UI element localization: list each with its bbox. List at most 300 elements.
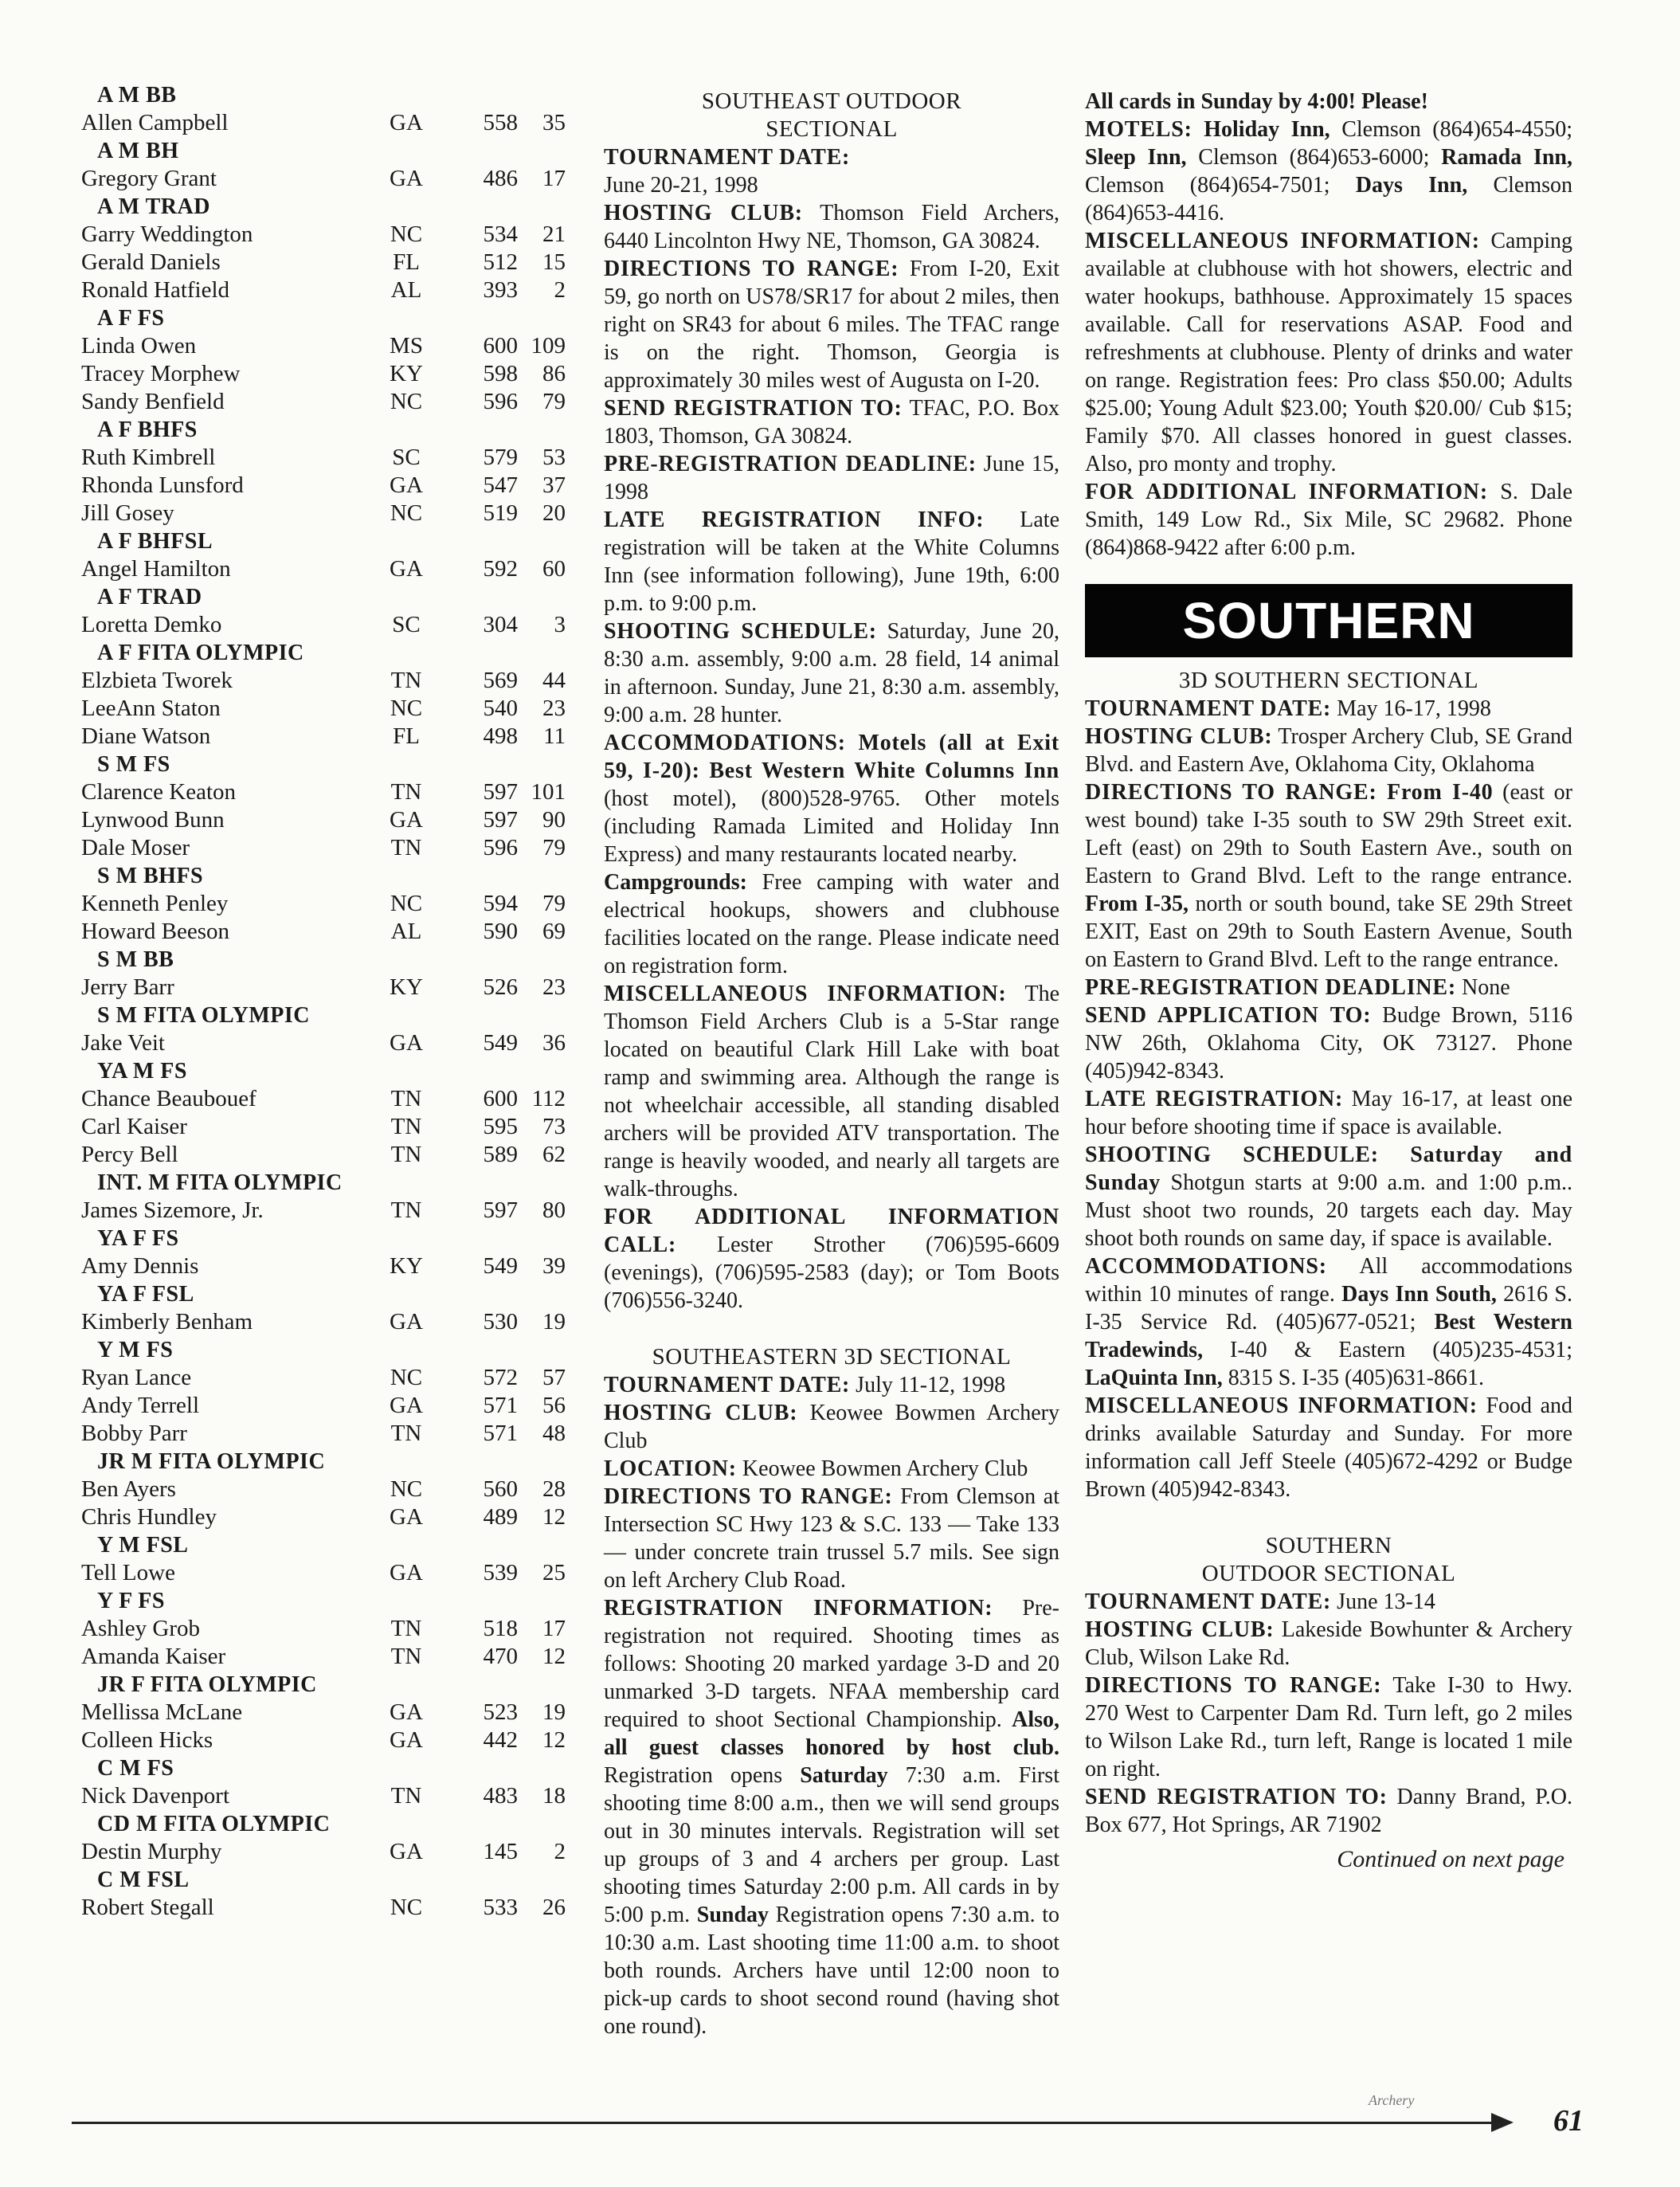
archer-state: AL <box>390 277 422 303</box>
field-value: Take I-30 to Hwy. 270 West to Carpenter Dam Rd. Turn left, go 2 miles to Wilson Lake Rd., turn left, Range is located 1 mile on right. <box>1085 1673 1572 1781</box>
archer-state: NC <box>390 1895 423 1920</box>
result-row <box>57 890 567 918</box>
class-heading: S M FITA OLYMPIC <box>97 1003 311 1028</box>
class-heading: A F FS <box>97 306 165 331</box>
field-value: Lakeside Bowhunter & Archery Club, Wilson Lake Rd. <box>1085 1617 1572 1670</box>
class-heading: JR F FITA OLYMPIC <box>97 1672 317 1697</box>
archer-x-count: 69 <box>542 919 566 944</box>
result-row <box>57 1252 567 1280</box>
field-label: MISCELLANEOUS INFORMATION: <box>604 982 1007 1006</box>
result-row <box>57 472 567 500</box>
archer-x-count: 2 <box>554 277 566 303</box>
archer-score: 483 <box>483 1783 518 1809</box>
archer-name: Lynwood Bunn <box>81 807 225 833</box>
archer-state: GA <box>390 807 423 833</box>
field-value: Registration opens 7:30 a.m. to 10:30 a.m. Last shooting time 11:00 a.m. to shoot both rounds. Archers have until 12:00 noon to pick-up cards to shoot second round (having shot one round). <box>604 1903 1060 2039</box>
result-row <box>57 360 567 388</box>
archer-x-count: 79 <box>542 389 566 414</box>
archer-x-count: 2 <box>554 1839 566 1864</box>
class-heading: A F BHFSL <box>97 529 213 554</box>
class-heading: JR M FITA OLYMPIC <box>97 1449 326 1474</box>
archer-x-count: 26 <box>542 1895 566 1920</box>
archer-state: KY <box>390 974 423 1000</box>
archer-name: Ashley Grob <box>81 1616 201 1641</box>
field-label: MOTELS: <box>1085 117 1192 142</box>
archer-x-count: 80 <box>542 1197 566 1223</box>
continued-note: Continued on next page <box>1337 1846 1564 1872</box>
result-row <box>57 1392 567 1420</box>
archer-x-count: 3 <box>554 612 566 637</box>
page-number: 61 <box>1553 2104 1584 2138</box>
archer-score: 597 <box>483 779 518 805</box>
archer-score: 592 <box>483 556 518 582</box>
result-row <box>57 1615 567 1643</box>
archer-state: GA <box>390 1727 423 1753</box>
section-title: SOUTHEAST OUTDOOR <box>701 88 962 114</box>
results-list <box>57 81 567 1922</box>
southern-3d-section <box>1085 667 1572 1503</box>
archer-x-count: 20 <box>542 500 566 526</box>
archer-state: FL <box>393 249 420 275</box>
field-value-bold: Sunday <box>696 1903 770 1927</box>
archer-score: 596 <box>483 389 518 414</box>
archer-score: 539 <box>483 1560 518 1585</box>
field-value: Shotgun starts at 9:00 a.m. and 1:00 p.m.. Must shoot two rounds, 20 targets each day. May shoot both rounds on same day, if space is available. <box>1085 1170 1572 1251</box>
archer-state: SC <box>392 445 421 470</box>
field-label: LATE REGISTRATION: <box>1085 1087 1344 1111</box>
archer-state: NC <box>390 389 423 414</box>
field-label: ACCOMMODATIONS: Motels (all at Exit 59, I-20): Best Western White Columns Inn <box>604 731 1059 783</box>
field-value: 8315 S. I-35 (405)631-8661. <box>1222 1366 1484 1390</box>
result-row <box>57 1113 567 1141</box>
archer-name: Colleen Hicks <box>81 1727 213 1753</box>
field-value-bold: Ramada Inn, <box>1441 145 1572 170</box>
field-label: HOSTING CLUB: <box>1085 724 1273 749</box>
archer-state: GA <box>390 1699 423 1725</box>
region-banner: SOUTHERN <box>1085 584 1572 657</box>
field-value: Clemson (864)653-4416. <box>1085 173 1572 225</box>
field-label: PRE-REGISTRATION DEADLINE: <box>604 452 977 476</box>
field-label: MISCELLANEOUS INFORMATION: <box>1085 1393 1478 1418</box>
field-value-bold: All cards in Sunday by 4:00! Please! <box>1085 89 1428 114</box>
field-label: PRE-REGISTRATION DEADLINE: <box>1085 975 1457 1000</box>
archer-name: Nick Davenport <box>81 1783 230 1809</box>
result-row <box>57 1308 567 1336</box>
section-title: OUTDOOR SECTIONAL <box>1201 1561 1456 1586</box>
class-heading: A F BHFS <box>97 417 198 442</box>
archer-x-count: 19 <box>542 1699 566 1725</box>
field-label: DIRECTIONS TO RANGE: <box>604 257 899 281</box>
archer-x-count: 36 <box>542 1030 566 1056</box>
archer-name: Mellissa McLane <box>81 1699 243 1725</box>
archer-score: 304 <box>483 612 518 637</box>
section-title: SECTIONAL <box>766 116 898 142</box>
result-row <box>57 1894 567 1922</box>
result-row <box>57 1476 567 1503</box>
archer-score: 579 <box>483 445 518 470</box>
archer-name: Destin Murphy <box>81 1839 222 1864</box>
archer-score: 549 <box>483 1030 518 1056</box>
field-value: north or south bound, take SE 29th Street EXIT, East on 29th to South Eastern Avenue, South on Eastern to Grand Blvd. Left to the range entrance. <box>1085 892 1572 972</box>
archer-state: NC <box>390 221 423 247</box>
field-value: Budge Brown, 5116 NW 26th, Oklahoma City, OK 73127. Phone (405)942-8343. <box>1085 1003 1572 1084</box>
archer-x-count: 44 <box>542 668 566 693</box>
archer-x-count: 79 <box>542 891 566 916</box>
field-value: S. Dale Smith, 149 Low Rd., Six Mile, SC 29682. Phone (864)868-9422 after 6:00 p.m. <box>1085 480 1572 560</box>
archer-score: 547 <box>483 472 518 498</box>
archer-name: Angel Hamilton <box>81 556 231 582</box>
archer-state: TN <box>390 1616 422 1641</box>
class-heading: A F TRAD <box>97 585 202 609</box>
archer-state: TN <box>390 1421 422 1446</box>
field-value: Trosper Archery Club, SE Grand Blvd. and Eastern Ave, Oklahoma City, Oklahoma <box>1085 724 1572 777</box>
archer-x-count: 56 <box>542 1393 566 1418</box>
archer-state: GA <box>390 1839 423 1864</box>
result-row <box>57 332 567 360</box>
archer-x-count: 23 <box>542 696 566 721</box>
field-value: May 16-17, 1998 <box>1331 696 1491 721</box>
result-row <box>57 1197 567 1225</box>
field-label: MISCELLANEOUS INFORMATION: <box>1085 229 1480 253</box>
archer-name: Howard Beeson <box>81 919 230 944</box>
field-value: I-40 & Eastern (405)235-4531; <box>1203 1338 1572 1362</box>
class-heading: A M BB <box>97 83 177 108</box>
field-value: July 11-12, 1998 <box>850 1373 1006 1397</box>
archer-score: 589 <box>483 1142 518 1167</box>
archer-name: Rhonda Lunsford <box>81 472 244 498</box>
archer-name: Sandy Benfield <box>81 389 225 414</box>
archer-name: Kimberly Benham <box>81 1309 253 1335</box>
archer-x-count: 11 <box>543 723 566 749</box>
class-heading: S M BHFS <box>97 864 204 888</box>
archer-x-count: 57 <box>542 1365 566 1390</box>
class-heading: C M FSL <box>97 1868 190 1892</box>
result-row <box>57 1420 567 1448</box>
archer-state: KY <box>390 361 423 386</box>
archer-name: Garry Weddington <box>81 221 253 247</box>
archer-x-count: 79 <box>542 835 566 860</box>
archer-name: James Sizemore, Jr. <box>81 1197 264 1223</box>
archer-state: MS <box>390 333 423 359</box>
field-label: LOCATION: <box>604 1456 737 1481</box>
field-label: REGISTRATION INFORMATION: <box>604 1596 993 1621</box>
class-heading: INT. M FITA OLYMPIC <box>97 1170 343 1195</box>
archer-name: Jake Veit <box>81 1030 165 1056</box>
field-value: 7:30 a.m. First shooting time 8:00 a.m., then we will send groups out in 30 minutes intervals. Registration will set up groups of 3 and 4 archers per group. Last shooting times Saturday 2:00 p.m. All cards in by 5:00 p.m. <box>604 1763 1059 1927</box>
archer-x-count: 19 <box>542 1309 566 1335</box>
field-value: TFAC, P.O. Box 1803, Thomson, GA 30824. <box>604 396 1060 449</box>
field-label: FOR ADDITIONAL INFORMATION CALL: <box>604 1205 1059 1257</box>
footer-rule <box>72 2122 1498 2124</box>
archer-name: Jerry Barr <box>81 974 174 1000</box>
archer-score: 498 <box>483 723 518 749</box>
result-row <box>57 1503 567 1531</box>
archer-x-count: 21 <box>542 221 566 247</box>
archer-name: Kenneth Penley <box>81 891 229 916</box>
archer-x-count: 12 <box>542 1727 566 1753</box>
archer-state: GA <box>390 1030 423 1056</box>
field-label: SEND APPLICATION TO: <box>1085 1003 1372 1028</box>
result-row <box>57 444 567 472</box>
archer-x-count: 37 <box>542 472 566 498</box>
result-row <box>57 221 567 249</box>
archer-x-count: 28 <box>542 1476 566 1502</box>
class-heading: YA M FS <box>97 1059 187 1084</box>
result-row <box>57 974 567 1001</box>
archer-name: Bobby Parr <box>81 1421 187 1446</box>
field-value: May 16-17, at least one hour before shooting time if space is available. <box>1085 1087 1572 1139</box>
archer-name: Ryan Lance <box>81 1365 192 1390</box>
archer-score: 540 <box>483 696 518 721</box>
archer-score: 595 <box>483 1114 518 1139</box>
field-value: Food and drinks available Saturday and Sunday. For more information call Jeff Steele (405)672-4292 or Budge Brown (405)942-8343. <box>1085 1393 1573 1502</box>
result-row <box>57 276 567 304</box>
field-label: LATE REGISTRATION INFO: <box>604 508 985 532</box>
result-row <box>57 1643 567 1671</box>
field-value-bold: Best Western Tradewinds, <box>1085 1310 1572 1362</box>
archer-x-count: 109 <box>531 333 566 359</box>
archer-name: Robert Stegall <box>81 1895 214 1920</box>
field-value: June 15, 1998 <box>604 452 1060 504</box>
archer-score: 533 <box>483 1895 518 1920</box>
field-value: 2616 S. I-35 Service Rd. (405)677-0521; <box>1085 1282 1572 1335</box>
section-title: SOUTHEASTERN 3D SECTIONAL <box>652 1344 1012 1370</box>
archer-name: Ruth Kimbrell <box>81 445 216 470</box>
field-value: All accommodations within 10 minutes of range. <box>1085 1254 1572 1307</box>
southeastern-3d-section-continued <box>1085 88 1572 562</box>
archer-name: Gregory Grant <box>81 166 217 191</box>
archer-state: SC <box>392 612 421 637</box>
archer-state: TN <box>390 1783 422 1809</box>
field-label: SHOOTING SCHEDULE: Saturday and Sunday <box>1085 1142 1572 1195</box>
field-label: ACCOMMODATIONS: <box>1085 1254 1327 1279</box>
archer-x-count: 39 <box>542 1253 566 1279</box>
magazine-name: Archery <box>1369 2092 1415 2108</box>
field-label: SHOOTING SCHEDULE: <box>604 619 877 644</box>
archer-score: 512 <box>483 249 518 275</box>
field-label: TOURNAMENT DATE: <box>604 1373 851 1397</box>
archer-score: 600 <box>483 333 518 359</box>
field-value: The Thomson Field Archers Club is a 5-Star range located on beautiful Clark Hill Lake with boat ramp and swimming area. Although the range is not wheelchair accessible, all standing disabled archers will be provided ATV transportation. The range is heavily wooded, and nearly all targets are walk-throughs. <box>604 982 1060 1201</box>
archer-name: Tell Lowe <box>81 1560 175 1585</box>
archer-name: Chance Beaubouef <box>81 1086 257 1111</box>
field-label: DIRECTIONS TO RANGE: <box>604 1484 893 1509</box>
archer-x-count: 90 <box>542 807 566 833</box>
southeast-outdoor-section <box>604 88 1059 1315</box>
field-value: Clemson (864)654-7501; <box>1085 173 1356 198</box>
archer-name: Elzbieta Tworek <box>81 668 233 693</box>
archer-state: TN <box>390 779 422 805</box>
field-label: HOSTING CLUB: <box>604 201 803 225</box>
archer-name: Tracey Morphew <box>81 361 241 386</box>
archer-score: 572 <box>483 1365 518 1390</box>
field-value: Clemson (864)653-6000; <box>1186 145 1442 170</box>
field-label: DIRECTIONS TO RANGE: From I-40 <box>1085 780 1494 805</box>
archer-name: Dale Moser <box>81 835 190 860</box>
archer-state: AL <box>390 919 422 944</box>
southeastern-3d-section <box>604 1343 1059 2040</box>
field-label: TOURNAMENT DATE: <box>1085 1589 1332 1614</box>
field-value: None <box>1456 975 1510 1000</box>
class-heading: A M BH <box>97 139 179 163</box>
result-row <box>57 834 567 862</box>
archer-score: 486 <box>483 166 518 191</box>
column-middle <box>604 88 1059 2040</box>
archer-state: TN <box>390 1644 422 1669</box>
field-value: (east or west bound) take I-35 south to SW 29th Street exit. Left (east) on 29th to South Eastern Ave., south on Eastern to Grand Blvd. Left to the range entrance. <box>1085 780 1572 888</box>
archer-score: 569 <box>483 668 518 693</box>
archer-x-count: 25 <box>542 1560 566 1585</box>
archer-state: TN <box>390 1197 422 1223</box>
result-row <box>57 165 567 193</box>
archer-score: 526 <box>483 974 518 1000</box>
field-value: Pre-registration not required. Shooting times as follows: Shooting 20 marked yardage 3-D and 20 unmarked 3-D targets. NFAA membership card required to shoot Sectional Championship. <box>604 1596 1059 1732</box>
result-row <box>57 667 567 695</box>
field-value-bold: LaQuinta Inn, <box>1085 1366 1223 1390</box>
result-row <box>57 500 567 527</box>
field-value: (host motel), (800)528-9765. Other motels (including Ramada Limited and Holiday Inn Express) and many restaurants located nearby. <box>604 786 1059 867</box>
archer-state: GA <box>390 472 423 498</box>
archer-x-count: 23 <box>542 974 566 1000</box>
result-row <box>57 695 567 723</box>
archer-name: Linda Owen <box>81 333 197 359</box>
result-row <box>57 611 567 639</box>
result-row <box>57 1029 567 1057</box>
archer-name: Percy Bell <box>81 1142 178 1167</box>
archer-name: Diane Watson <box>81 723 211 749</box>
archer-name: Clarence Keaton <box>81 779 237 805</box>
archer-score: 600 <box>483 1086 518 1111</box>
column-right <box>1085 88 1572 1873</box>
field-value: June 20-21, 1998 <box>604 173 758 198</box>
field-label: DIRECTIONS TO RANGE: <box>1085 1673 1382 1698</box>
class-heading: S M FS <box>97 752 170 777</box>
class-heading: YA F FS <box>97 1226 179 1251</box>
result-row <box>57 1085 567 1113</box>
field-value: June 13-14 <box>1331 1589 1435 1614</box>
field-value-bold: From I-35, <box>1085 892 1189 916</box>
class-heading: S M BB <box>97 947 174 972</box>
archer-state: TN <box>390 668 422 693</box>
archer-name: Loretta Demko <box>81 612 222 637</box>
field-label: Campgrounds: <box>604 870 747 895</box>
field-value-bold: Days Inn South, <box>1341 1282 1497 1307</box>
archer-score: 549 <box>483 1253 518 1279</box>
result-row <box>57 249 567 276</box>
field-label: SEND REGISTRATION TO: <box>604 396 903 421</box>
archer-x-count: 17 <box>542 166 566 191</box>
archer-x-count: 73 <box>542 1114 566 1139</box>
class-heading: Y M FS <box>97 1338 174 1362</box>
result-row <box>57 806 567 834</box>
archer-x-count: 101 <box>531 779 566 805</box>
archer-x-count: 62 <box>542 1142 566 1167</box>
section-title: 3D SOUTHERN SECTIONAL <box>1178 668 1479 693</box>
archer-score: 596 <box>483 835 518 860</box>
archer-state: NC <box>390 1476 423 1502</box>
field-value: Free camping with water and electrical hookups, showers and clubhouse facilities located on the range. Please indicate need on registration form. <box>604 870 1059 978</box>
field-value: From I-20, Exit 59, go north on US78/SR17 for about 2 miles, then right on SR43 for about 6 miles. The TFAC range is on the right. Thomson, Georgia is approximately 30 miles west of Augusta on I-20. <box>604 257 1059 393</box>
archer-score: 590 <box>483 919 518 944</box>
field-label: TOURNAMENT DATE: <box>1085 696 1332 721</box>
class-heading: CD M FITA OLYMPIC <box>97 1812 331 1836</box>
archer-score: 534 <box>483 221 518 247</box>
archer-score: 530 <box>483 1309 518 1335</box>
archer-x-count: 112 <box>531 1086 566 1111</box>
result-row <box>57 1364 567 1392</box>
result-row <box>57 555 567 583</box>
result-row <box>57 1699 567 1726</box>
class-heading: A M TRAD <box>97 194 210 219</box>
archer-score: 597 <box>483 1197 518 1223</box>
southern-outdoor-section <box>1085 1532 1572 1839</box>
archer-x-count: 53 <box>542 445 566 470</box>
field-label: FOR ADDITIONAL INFORMATION: <box>1085 480 1488 504</box>
archer-state: TN <box>390 1114 422 1139</box>
archer-x-count: 12 <box>542 1504 566 1530</box>
archer-score: 598 <box>483 361 518 386</box>
archer-name: LeeAnn Staton <box>81 696 221 721</box>
archer-score: 523 <box>483 1699 518 1725</box>
archer-score: 571 <box>483 1421 518 1446</box>
archer-score: 518 <box>483 1616 518 1641</box>
archer-score: 470 <box>483 1644 518 1669</box>
class-heading: A F FITA OLYMPIC <box>97 641 304 665</box>
archer-x-count: 12 <box>542 1644 566 1669</box>
field-value-bold: Days Inn, <box>1355 173 1468 198</box>
field-value: Camping available at clubhouse with hot showers, electric and water hookups, bathhouse. Approximately 15 spaces available. Call for reservations ASAP. Food and refreshments at clubhouse. Plenty of drinks and water on range. Registration fees: Pro class $50.00; Adults $25.00; Young Adult $23.00; Youth $20.00/ Cub $15; Family $70. All classes honored in guest classes. Also, pro monty and trophy. <box>1085 229 1572 476</box>
result-row <box>57 723 567 751</box>
archer-score: 594 <box>483 891 518 916</box>
archer-state: TN <box>390 1142 422 1167</box>
field-value-bold: Saturday <box>800 1763 888 1788</box>
archer-score: 489 <box>483 1504 518 1530</box>
archer-name: Amy Dennis <box>81 1253 199 1279</box>
field-value-bold: Holiday Inn, <box>1192 117 1330 142</box>
archer-name: Ronald Hatfield <box>81 277 230 303</box>
archer-state: GA <box>390 1560 423 1585</box>
class-heading: Y F FS <box>97 1589 165 1613</box>
archer-score: 145 <box>483 1839 518 1864</box>
archer-x-count: 48 <box>542 1421 566 1446</box>
archer-state: GA <box>390 1504 423 1530</box>
archer-name: Andy Terrell <box>81 1393 200 1418</box>
archer-state: GA <box>390 166 423 191</box>
result-row <box>57 109 567 137</box>
archer-score: 560 <box>483 1476 518 1502</box>
archer-name: Amanda Kaiser <box>81 1644 226 1669</box>
field-label: HOSTING CLUB: <box>1085 1617 1275 1642</box>
archer-state: KY <box>390 1253 423 1279</box>
field-value: Clemson (864)654-4550; <box>1330 117 1572 142</box>
archer-state: GA <box>390 1393 423 1418</box>
archer-state: FL <box>393 723 420 749</box>
archer-name: Allen Campbell <box>81 110 229 135</box>
field-value: Saturday, June 20, 8:30 a.m. assembly, 9:00 a.m. 28 field, 14 animal in afternoon. Sunday, June 21, 8:30 a.m. assembly, 9:00 a.m. 28 hunter. <box>604 619 1060 727</box>
result-row <box>57 918 567 946</box>
result-row <box>57 1726 567 1754</box>
field-value-bold: Sleep Inn, <box>1085 145 1187 170</box>
archer-x-count: 86 <box>542 361 566 386</box>
archer-name: Chris Hundley <box>81 1504 217 1530</box>
field-value: Registration opens <box>604 1763 801 1788</box>
archer-state: TN <box>390 1086 422 1111</box>
archer-score: 571 <box>483 1393 518 1418</box>
archer-name: Carl Kaiser <box>81 1114 187 1139</box>
archer-score: 393 <box>483 277 518 303</box>
archer-state: TN <box>390 835 422 860</box>
archer-name: Jill Gosey <box>81 500 174 526</box>
